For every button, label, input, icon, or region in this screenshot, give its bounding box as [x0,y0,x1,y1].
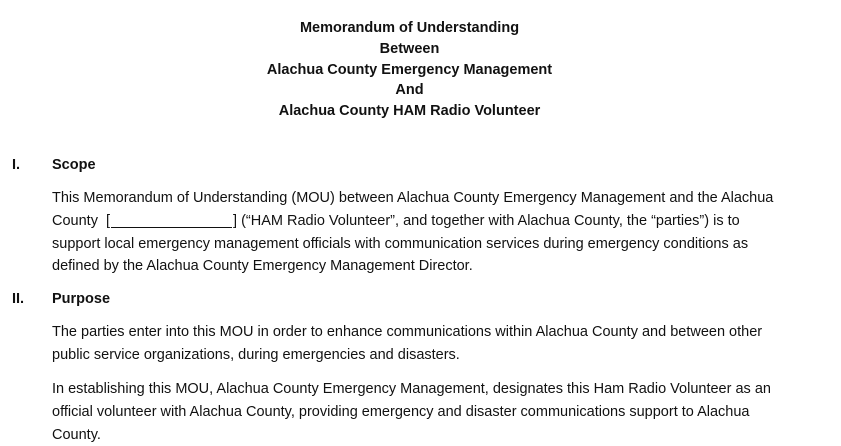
volunteer-name-blank[interactable] [111,213,232,228]
title-line-and: And [395,82,424,99]
blank-prefix-text: County [ [52,212,111,229]
scope-paragraph [52,187,832,278]
section-title: Purpose [52,291,111,307]
document-title [0,18,819,122]
blank-suffix-text: ] (“HAM Radio Volunteer”, and together with Alachua County, the “parties”) is to [233,212,740,229]
paragraph-line-with-blank [52,210,832,233]
purpose-paragraph-2 [52,378,832,446]
title-line-ham-radio-volunteer: Alachua County HAM Radio Volunteer [278,103,541,120]
paragraph-line: defined by the Alachua County Emergency Management Director. [52,258,473,275]
paragraph-line: County. [52,426,101,443]
section-title: Scope [52,157,96,173]
section-number: I. [12,157,21,173]
section-heading-scope [0,155,300,175]
paragraph-line: support local emergency management officials with communication services during emergency conditions as [52,235,749,252]
paragraph-line: The parties enter into this MOU in order to enhance communications within Alachua County and between other [52,324,763,340]
section-heading-purpose [0,289,300,309]
paragraph-line: In establishing this MOU, Alachua County Emergency Management, designates this Ham Radio Volunteer as an [52,381,771,397]
purpose-paragraph-1 [52,321,832,367]
title-line-memorandum: Memorandum of Understanding [299,20,520,36]
paragraph-line: public service organizations, during emergencies and disasters. [52,346,460,363]
paragraph-line: official volunteer with Alachua County, providing emergency and disaster communications support to Alachua [52,403,750,420]
title-line-emergency-management: Alachua County Emergency Management [266,61,553,78]
paragraph-line: This Memorandum of Understanding (MOU) between Alachua County Emergency Management and the Alachua [52,190,774,206]
section-number: II. [12,291,25,307]
title-line-between: Between [379,40,440,57]
